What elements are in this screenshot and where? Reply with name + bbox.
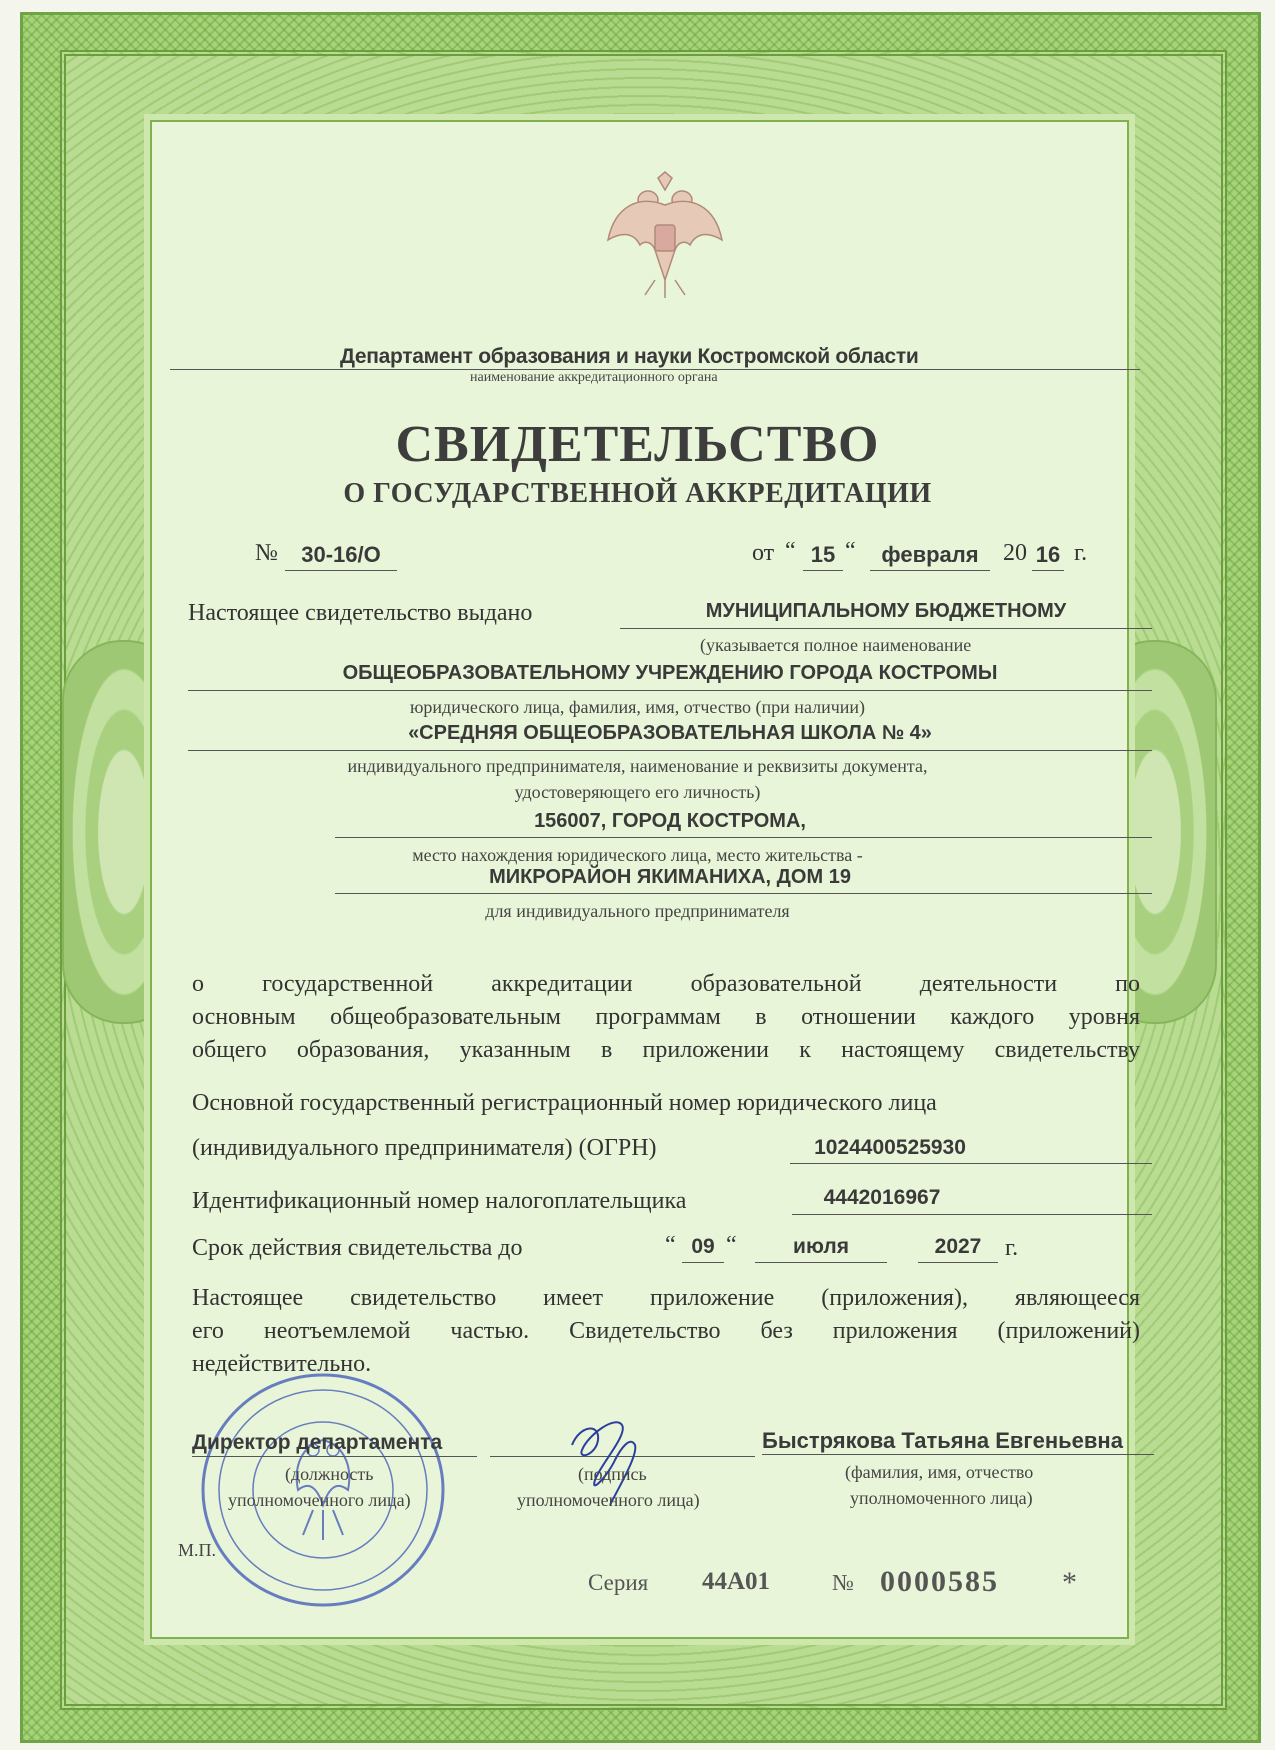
holder-caption-2: юридического лица, фамилия, имя, отчество (при наличии) — [409, 697, 866, 717]
serial-value: 44А01 — [702, 1568, 771, 1595]
inn-label: Идентификационный номер налогоплательщика — [192, 1188, 687, 1214]
date-quote-open: “ — [785, 538, 796, 564]
ogrn-label-2: (индивидуального предпринимателя) (ОГРН) — [192, 1135, 657, 1161]
inn-value: 4442016967 — [823, 1186, 941, 1209]
validity-year-unit: г. — [1005, 1235, 1019, 1261]
validity-year-underline — [918, 1262, 998, 1263]
issue-month: февраля — [881, 542, 979, 567]
issuer-name: Департамент образования и науки Костромской области — [340, 345, 919, 368]
ogrn-value: 1024400525930 — [814, 1136, 966, 1159]
date-month-underline — [870, 570, 990, 571]
issued-line3-underline — [188, 750, 1152, 751]
purpose-paragraph — [192, 968, 1140, 1067]
validity-month: июля — [793, 1235, 849, 1258]
certificate-number: 30-16/О — [301, 542, 381, 567]
holder-caption-4: удостоверяющего его личность) — [514, 782, 761, 802]
issue-year-suffix: 16 — [1035, 542, 1061, 567]
document-subtitle: О ГОСУДАРСТВЕННОЙ АККРЕДИТАЦИИ — [343, 478, 932, 509]
validity-year: 2027 — [934, 1235, 982, 1258]
appendix-paragraph — [192, 1282, 1140, 1381]
validity-day-underline — [682, 1262, 724, 1263]
ogrn-label-1: Основной государственный регистрационный номер юридического лица — [192, 1090, 937, 1116]
year-prefix: 20 — [1003, 540, 1027, 566]
date-quote-close: “ — [845, 538, 856, 564]
validity-quote-close: “ — [726, 1232, 737, 1258]
stamp-place-label: М.П. — [178, 1540, 217, 1560]
serial-mark: * — [1062, 1566, 1077, 1599]
position-caption-2: уполномоченного лица) — [228, 1490, 411, 1510]
holder-caption-1: (указывается полное наименование — [700, 635, 972, 655]
validity-month-underline — [755, 1262, 887, 1263]
name-caption-2: уполномоченного лица) — [850, 1488, 1033, 1508]
purpose-line-1: о государственной аккредитации образовательной деятельности по — [192, 971, 1140, 997]
inn-underline — [792, 1214, 1152, 1215]
signatory-position: Директор департамента — [192, 1431, 443, 1454]
coat-of-arms-icon — [600, 170, 730, 300]
issued-line5-underline — [335, 893, 1152, 894]
signatory-name: Быстрякова Татьяна Евгеньевна — [762, 1428, 1123, 1453]
holder-caption-6: для индивидуального предпринимателя — [485, 901, 790, 921]
serial-label: Серия — [588, 1570, 649, 1595]
signature-caption-2: уполномоченного лица) — [517, 1490, 700, 1510]
signature-caption-1: (подпись — [578, 1464, 647, 1484]
purpose-line-2: основным общеобразовательным программам в отношении каждого уровня — [192, 1004, 1140, 1030]
validity-day: 09 — [691, 1235, 715, 1258]
position-caption-1: (должность — [285, 1464, 374, 1484]
issued-line4-underline — [335, 837, 1152, 838]
holder-caption-3: индивидуального предпринимателя, наименование и реквизиты документа, — [347, 756, 928, 776]
document-title: СВИДЕТЕЛЬСТВО — [395, 416, 880, 473]
number-label: № — [255, 540, 278, 566]
serial-number: 0000585 — [880, 1565, 999, 1598]
holder-line-3: «СРЕДНЯЯ ОБЩЕОБРАЗОВАТЕЛЬНАЯ ШКОЛА № 4» — [408, 722, 932, 744]
ogrn-underline — [790, 1163, 1152, 1164]
year-unit: г. — [1074, 540, 1088, 566]
position-underline — [192, 1456, 477, 1457]
purpose-line-3: общего образования, указанным в приложении к настоящему свидетельству — [192, 1037, 1140, 1063]
issued-line1-underline — [620, 628, 1152, 629]
appendix-line-1: Настоящее свидетельство имеет приложение (приложения), являющееся — [192, 1285, 1140, 1311]
validity-label: Срок действия свидетельства до — [192, 1235, 523, 1261]
number-underline — [285, 570, 397, 571]
name-underline — [762, 1454, 1154, 1455]
issuer-caption: наименование аккредитационного органа — [470, 370, 718, 385]
appendix-line-3: недействительно. — [192, 1351, 372, 1377]
issue-day: 15 — [810, 542, 836, 567]
holder-address-1: 156007, ГОРОД КОСТРОМА, — [534, 810, 806, 832]
date-prefix: от — [752, 540, 775, 566]
appendix-line-2: его неотъемлемой частью. Свидетельство без приложения (приложений) — [192, 1318, 1140, 1344]
holder-caption-5: место нахождения юридического лица, место жительства - — [412, 845, 863, 865]
name-caption-1: (фамилия, имя, отчество — [845, 1462, 1034, 1482]
holder-line-1: МУНИЦИПАЛЬНОМУ БЮДЖЕТНОМУ — [705, 600, 1067, 622]
issued-to-label: Настоящее свидетельство выдано — [188, 600, 533, 626]
date-day-underline — [803, 570, 843, 571]
year-underline — [1032, 570, 1064, 571]
holder-address-2: МИКРОРАЙОН ЯКИМАНИХА, ДОМ 19 — [489, 866, 851, 888]
issued-line2-underline — [188, 690, 1152, 691]
holder-line-2: ОБЩЕОБРАЗОВАТЕЛЬНОМУ УЧРЕЖДЕНИЮ ГОРОДА КОСТРОМЫ — [342, 662, 998, 684]
serial-number-label: № — [832, 1570, 854, 1595]
validity-quote-open: “ — [665, 1232, 676, 1258]
